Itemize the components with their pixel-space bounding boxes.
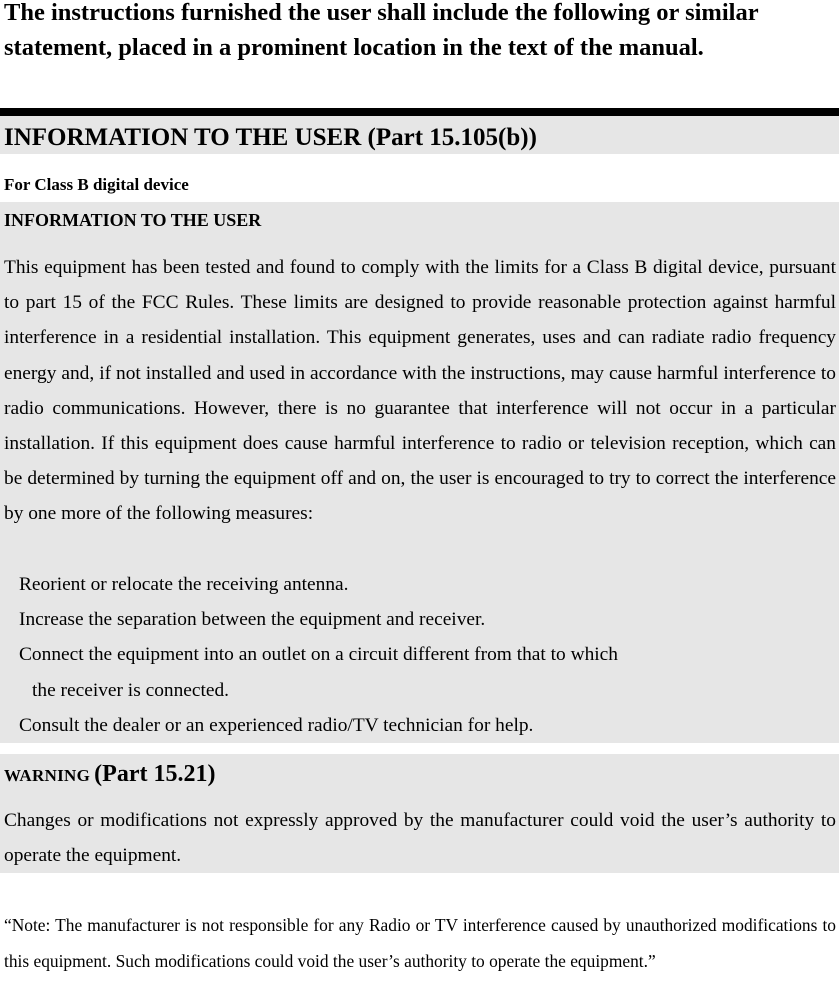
info-heading: INFORMATION TO THE USER: [4, 210, 262, 230]
measure-item: Connect the equipment into an outlet on a circuit different from that to which: [19, 644, 618, 665]
warning-heading: [4, 758, 215, 793]
measure-item: Reorient or relocate the receiving antenna.: [19, 574, 349, 595]
measure-item: Consult the dealer or an experienced radio/TV technician for help.: [19, 715, 534, 736]
info-body-paragraph: This equipment has been tested and found to comply with the limits for a Class B digital device, pursuant to part 15 of the FCC Rules. These limits are designed to provide reasonable protection against harmful interference in a residential installation. This equipment generates, uses and can radiate radio frequency energy and, if not installed and used in accordance with the instructions, may cause harmful interference to radio communications. However, there is no guarantee that interference will not occur in a particular installation. If this equipment does cause harmful interference to radio or television reception, which can be determined by turning the equipment off and on, the user is encouraged to try to correct the interference by one more of the following measures:: [4, 257, 836, 525]
measure-item-continuation: the receiver is connected.: [32, 680, 230, 701]
note-paragraph: “Note: The manufacturer is not responsible for any Radio or TV interference caused by unauthorized modifications to this equipment. Such modifications could void the user’s authority to operate the equipment.”: [4, 915, 836, 971]
measure-item: Increase the separation between the equipment and receiver.: [19, 609, 486, 630]
intro-statement: The instructions furnished the user shall include the following or similar statement, placed in a prominent location in the text of the manual.: [4, 0, 759, 61]
class-b-label: For Class B digital device: [4, 175, 189, 194]
info-section-title: INFORMATION TO THE USER (Part 15.105(b)): [4, 124, 537, 151]
warning-part: (Part 15.21): [94, 761, 216, 787]
section-divider: [0, 108, 839, 116]
warning-body: Changes or modifications not expressly approved by the manufacturer could void the user’s authority to operate the equipment.: [4, 810, 836, 867]
warning-label: WARNING: [4, 766, 91, 785]
